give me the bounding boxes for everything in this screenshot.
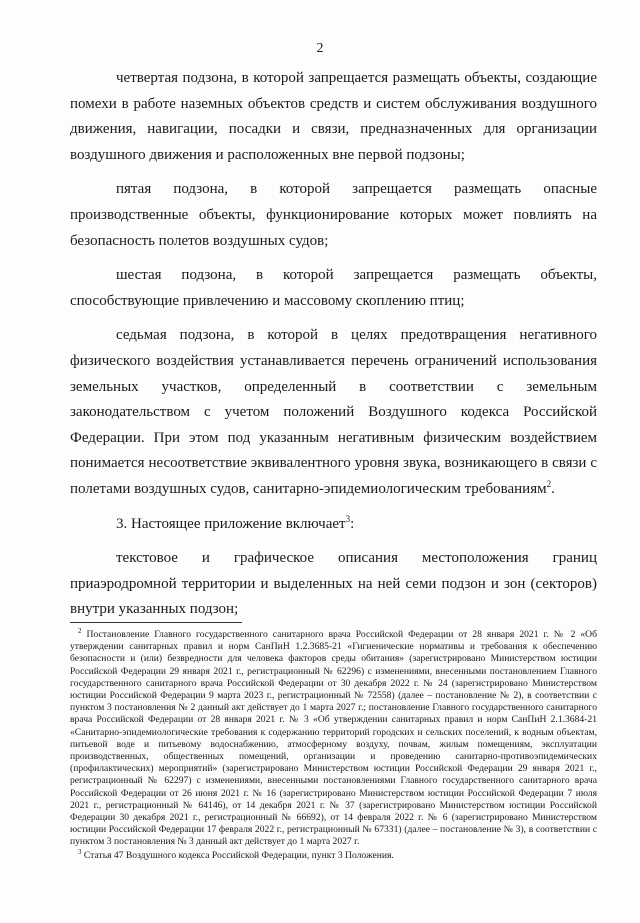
paragraph-fourth-subzone: четвертая подзона, в которой запрещается размещать объекты, создающие помехи в работе наземных объектов средств и систем обслуживания воздушного движения, навигации, посадки и связи, предназначенных для организации воздушного движения и расположенных вне первой подзоны; xyxy=(70,70,597,163)
footnote-2 xyxy=(70,626,597,849)
paragraph-item-3: 3. Настоящее приложение включает$^3$: xyxy=(116,513,355,532)
paragraph-seventh-subzone: седьмая подзона, в которой в целях предотвращения негативного физического воздействия устанавливается перечень ограничений использования земельных участков, определенный в соответствии с земельным законодательством с учетом положений Воздушного кодекса Российской Федерации. При этом под указанным негативным физическим воздействием понимается несоответствие эквивалентного уровня звука, возникающего в связи с полетами воздушных судов, санитарно-эпидемиологическим требованиям$^2$. xyxy=(70,327,597,497)
paragraph-seventh-text: седьмая подзона, в которой в целях предотвращения негативного физического воздействия устанавливается перечень ограничений использования земельных участков, определенный в соответствии с земельным законодательством с учетом положений Воздушного кодекса Российской Федерации. При этом под указанным негативным физическим воздействием понимается несоответствие эквивалентного уровня звука, возникающего в связи с полетами воздушных судов, санитарно-эпидемиологическим требованиям xyxy=(70,327,597,497)
body-text xyxy=(70,66,597,623)
footnote-3 xyxy=(70,847,597,862)
paragraph-description: текстовое и графическое описания местоположения границ приаэродромной территории и выделенных на ней семи подзон и зон (секторов) внутри указанных подзон; xyxy=(70,550,597,618)
paragraph-sixth-subzone: шестая подзона, в которой запрещается размещать объекты, способствующие привлечению и массовому скоплению птиц; xyxy=(70,267,597,309)
footnote-3-text: Статья 47 Воздушного кодекса Российской Федерации, пункт 3 Положения. xyxy=(83,849,394,861)
footnote-2-mark: 2 xyxy=(78,626,82,635)
footnote-ref-3[interactable]: 3 xyxy=(345,513,351,524)
footnotes xyxy=(70,626,597,862)
footnote-2-text: Постановление Главного государственного санитарного врача Российской Федерации от 28 января 2021 г. № 2 «Об утверждении санитарных правил и норм СанПиН 1.2.3685-21 «Гигиенические нормативы и требования к обеспечению безопасности и (или) безвредности для человека факторов среды обитания» (зарегистрировано Министерством юстиции Российской Федерации 29 января 2021 г., регистрационный № 62296) с изменениями, внесенными постановлением Главного государственного санитарного врача Российской Федерации от 30 декабря 2022 г. № 24 (зарегистрировано Министерством юстиции Российской Федерации 9 марта 2023 г., регистрационный № 72558) (далее – постановление № 2), в соответствии с пунктом 3 постановления № 2 данный акт действует до 1 марта 2027 г.; постановление Главного государственного санитарного врача Российской Федерации от 28 января 2021 г. № 3 «Об утверждении санитарных правил и норм СанПиН 2.1.3684-21 «Санитарно-эпидемиологические требования к содержанию территорий городских и сельских поселений, к водным объектам, питьевой воде и питьевому водоснабжению, атмосферному воздуху, почвам, жилым помещениям, эксплуатации производственных, общественных помещений, организации и проведению санитарно-противоэпидемических (профилактических) мероприятий» (зарегистрировано Министерством юстиции Российской Федерации 29 января 2021 г., регистрационный № 62297) с изменениями, внесенными постановлениями Главного государственного санитарного врача Российской Федерации от 26 июня 2021 г. № 16 (зарегистрировано Министерством юстиции Российской Федерации 7 июля 2021 г., регистрационный № 64146), от 14 декабря 2021 г. № 37 (зарегистрировано Министерством юстиции Российской Федерации 30 декабря 2021 г., регистрационный № 66692), от 14 февраля 2022 г. № 6 (зарегистрировано Министерством юстиции Российской Федерации 17 февраля 2022 г., регистрационный № 67331) (далее – постановление № 3), в соответствии с пунктом 3 постановления № 3 данный акт действует до 1 марта 2027 г. xyxy=(70,629,597,848)
page-number: 2 xyxy=(316,41,324,56)
footnote-ref-2[interactable]: 2 xyxy=(546,478,552,489)
footnote-separator xyxy=(70,622,242,623)
paragraph-fifth-subzone: пятая подзона, в которой запрещается размещать опасные производственные объекты, функционирование которых может повлиять на безопасность полетов воздушных судов; xyxy=(70,181,597,249)
paragraph-item-3-text: 3. Настоящее приложение включает xyxy=(116,515,346,532)
footnote-3-mark: 3 xyxy=(78,847,82,856)
